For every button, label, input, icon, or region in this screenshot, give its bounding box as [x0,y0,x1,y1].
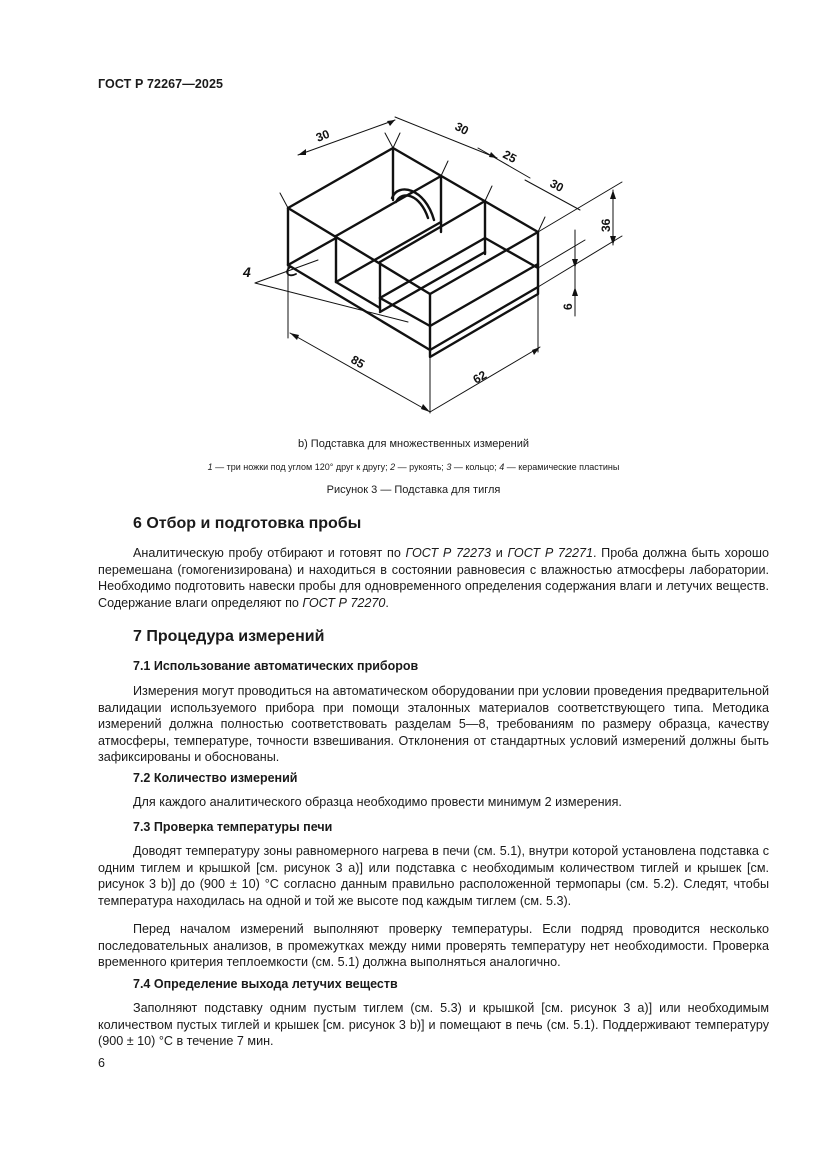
section-6-title: 6 Отбор и подготовка пробы [133,515,362,532]
subsection-7-2-title: 7.2 Количество измерений [133,771,298,785]
s6-ref-gost-72273: ГОСТ Р 72273 [405,546,492,560]
legend-num-1: 1 [207,462,213,472]
s6-text-d: . [385,595,389,610]
s6-text-b: и [491,546,508,560]
subsection-7-3-paragraph-2: Перед началом измерений выполняют проверку температуры. Если подряд проводится несколько последовательных анализов, в промежутках между ними проверять температуру нет необходимости. Проверка временного критерия теплоемкости (см. 5.1) должна выполняться аналогично. [98,922,769,969]
subsection-7-1-title: 7.1 Использование автоматических приборов [133,659,419,673]
stand-outline [288,148,538,357]
figure-caption: Рисунок 3 — Подставка для тигля [326,484,501,496]
s6-text-a: Аналитическую пробу отбирают и готовят по [133,546,406,560]
subsection-7-4-title: 7.4 Определение выхода летучих веществ [133,977,398,991]
s6-ref-gost-72270: ГОСТ Р 72270 [302,595,386,610]
s6-text-c: . Проба должна быть хорошо перемешана (гомогенизирована) и находиться в состоянии равновесия с влажностью атмосферы лаборатории. Необходимо подготовить навески пробы для одновременного определения содержания влаги и летучих веществ. Содержание влаги определяют по [98,546,770,610]
figure-legend [0,462,827,472]
legend-num-2: 2 [390,462,396,472]
subsection-7-4-paragraph: Заполняют подставку одним пустым тиглем (см. 5.3) и крышкой [см. рисунок 3 а)] или необходимым количеством пустых тиглей и крышек [см. рисунок 3 b)] и помещают в печь (см. 5.1). Поддерживают температуру (900 ± 10) °С в течение 7 мин. [98,1001,769,1048]
legend-text-4: — керамические пластины [504,462,620,472]
section-6-paragraph [98,545,769,611]
section-7-title: 7 Процедура измерений [133,628,325,645]
dim-30-c: 30 [547,176,566,195]
legend-text-3: — кольцо; [451,462,500,472]
figure-subcaption: b) Подставка для множественных измерений [297,438,530,450]
legend-num-3: 3 [446,462,452,472]
subsection-7-1-paragraph: Измерения могут проводиться на автоматическом оборудовании при условии проведения предварительной валидации используемого прибора при помощи эталонных материалов соответствующего типа. Методика измерений должна полностью соответствовать разделам 5—8, требованиям по размеру образца, качеству атмосферы, температуре, точности взвешивания. Отклонения от стандартных условий измерений должны быть зафиксированы и обоснованы. [98,684,769,764]
dim-85: 85 [348,352,368,372]
legend-num-4: 4 [499,462,505,472]
callout-4: 4 [243,264,251,280]
legend-text-2: — рукоять; [395,462,447,472]
dim-30-b: 30 [452,119,471,138]
dim-6: 6 [561,303,575,310]
legend-text-1: — три ножки под углом 120° друг к другу; [212,462,391,472]
subsection-7-3-paragraph-1: Доводят температуру зоны равномерного нагрева в печи (см. 5.1), внутри которой установлена подставка с одним тиглем и крышкой [см. рисунок 3 а)] или подставка с необходимым количеством тиглей и крышек [см. рисунок 3 b)] до (900 ± 10) °С согласно данным правильно расположенной термопары (см. 5.2). Следят, чтобы температура находилась на одной и той же высоте под каждым тиглем (см. 5.3). [98,844,769,908]
dim-36: 36 [599,218,613,232]
subsection-7-3-title: 7.3 Проверка температуры печи [133,820,333,834]
page-number: 6 [98,1056,105,1070]
s6-ref-gost-72271: ГОСТ Р 72271 [507,546,593,560]
dim-25: 25 [500,147,519,166]
crucible-stand-drawing [230,112,650,422]
document-code-header: ГОСТ Р 72267—2025 [98,77,224,91]
dim-62: 62 [470,367,490,387]
dim-30-a: 30 [313,126,332,145]
subsection-7-2-paragraph: Для каждого аналитического образца необходимо провести минимум 2 измерения. [133,795,622,809]
